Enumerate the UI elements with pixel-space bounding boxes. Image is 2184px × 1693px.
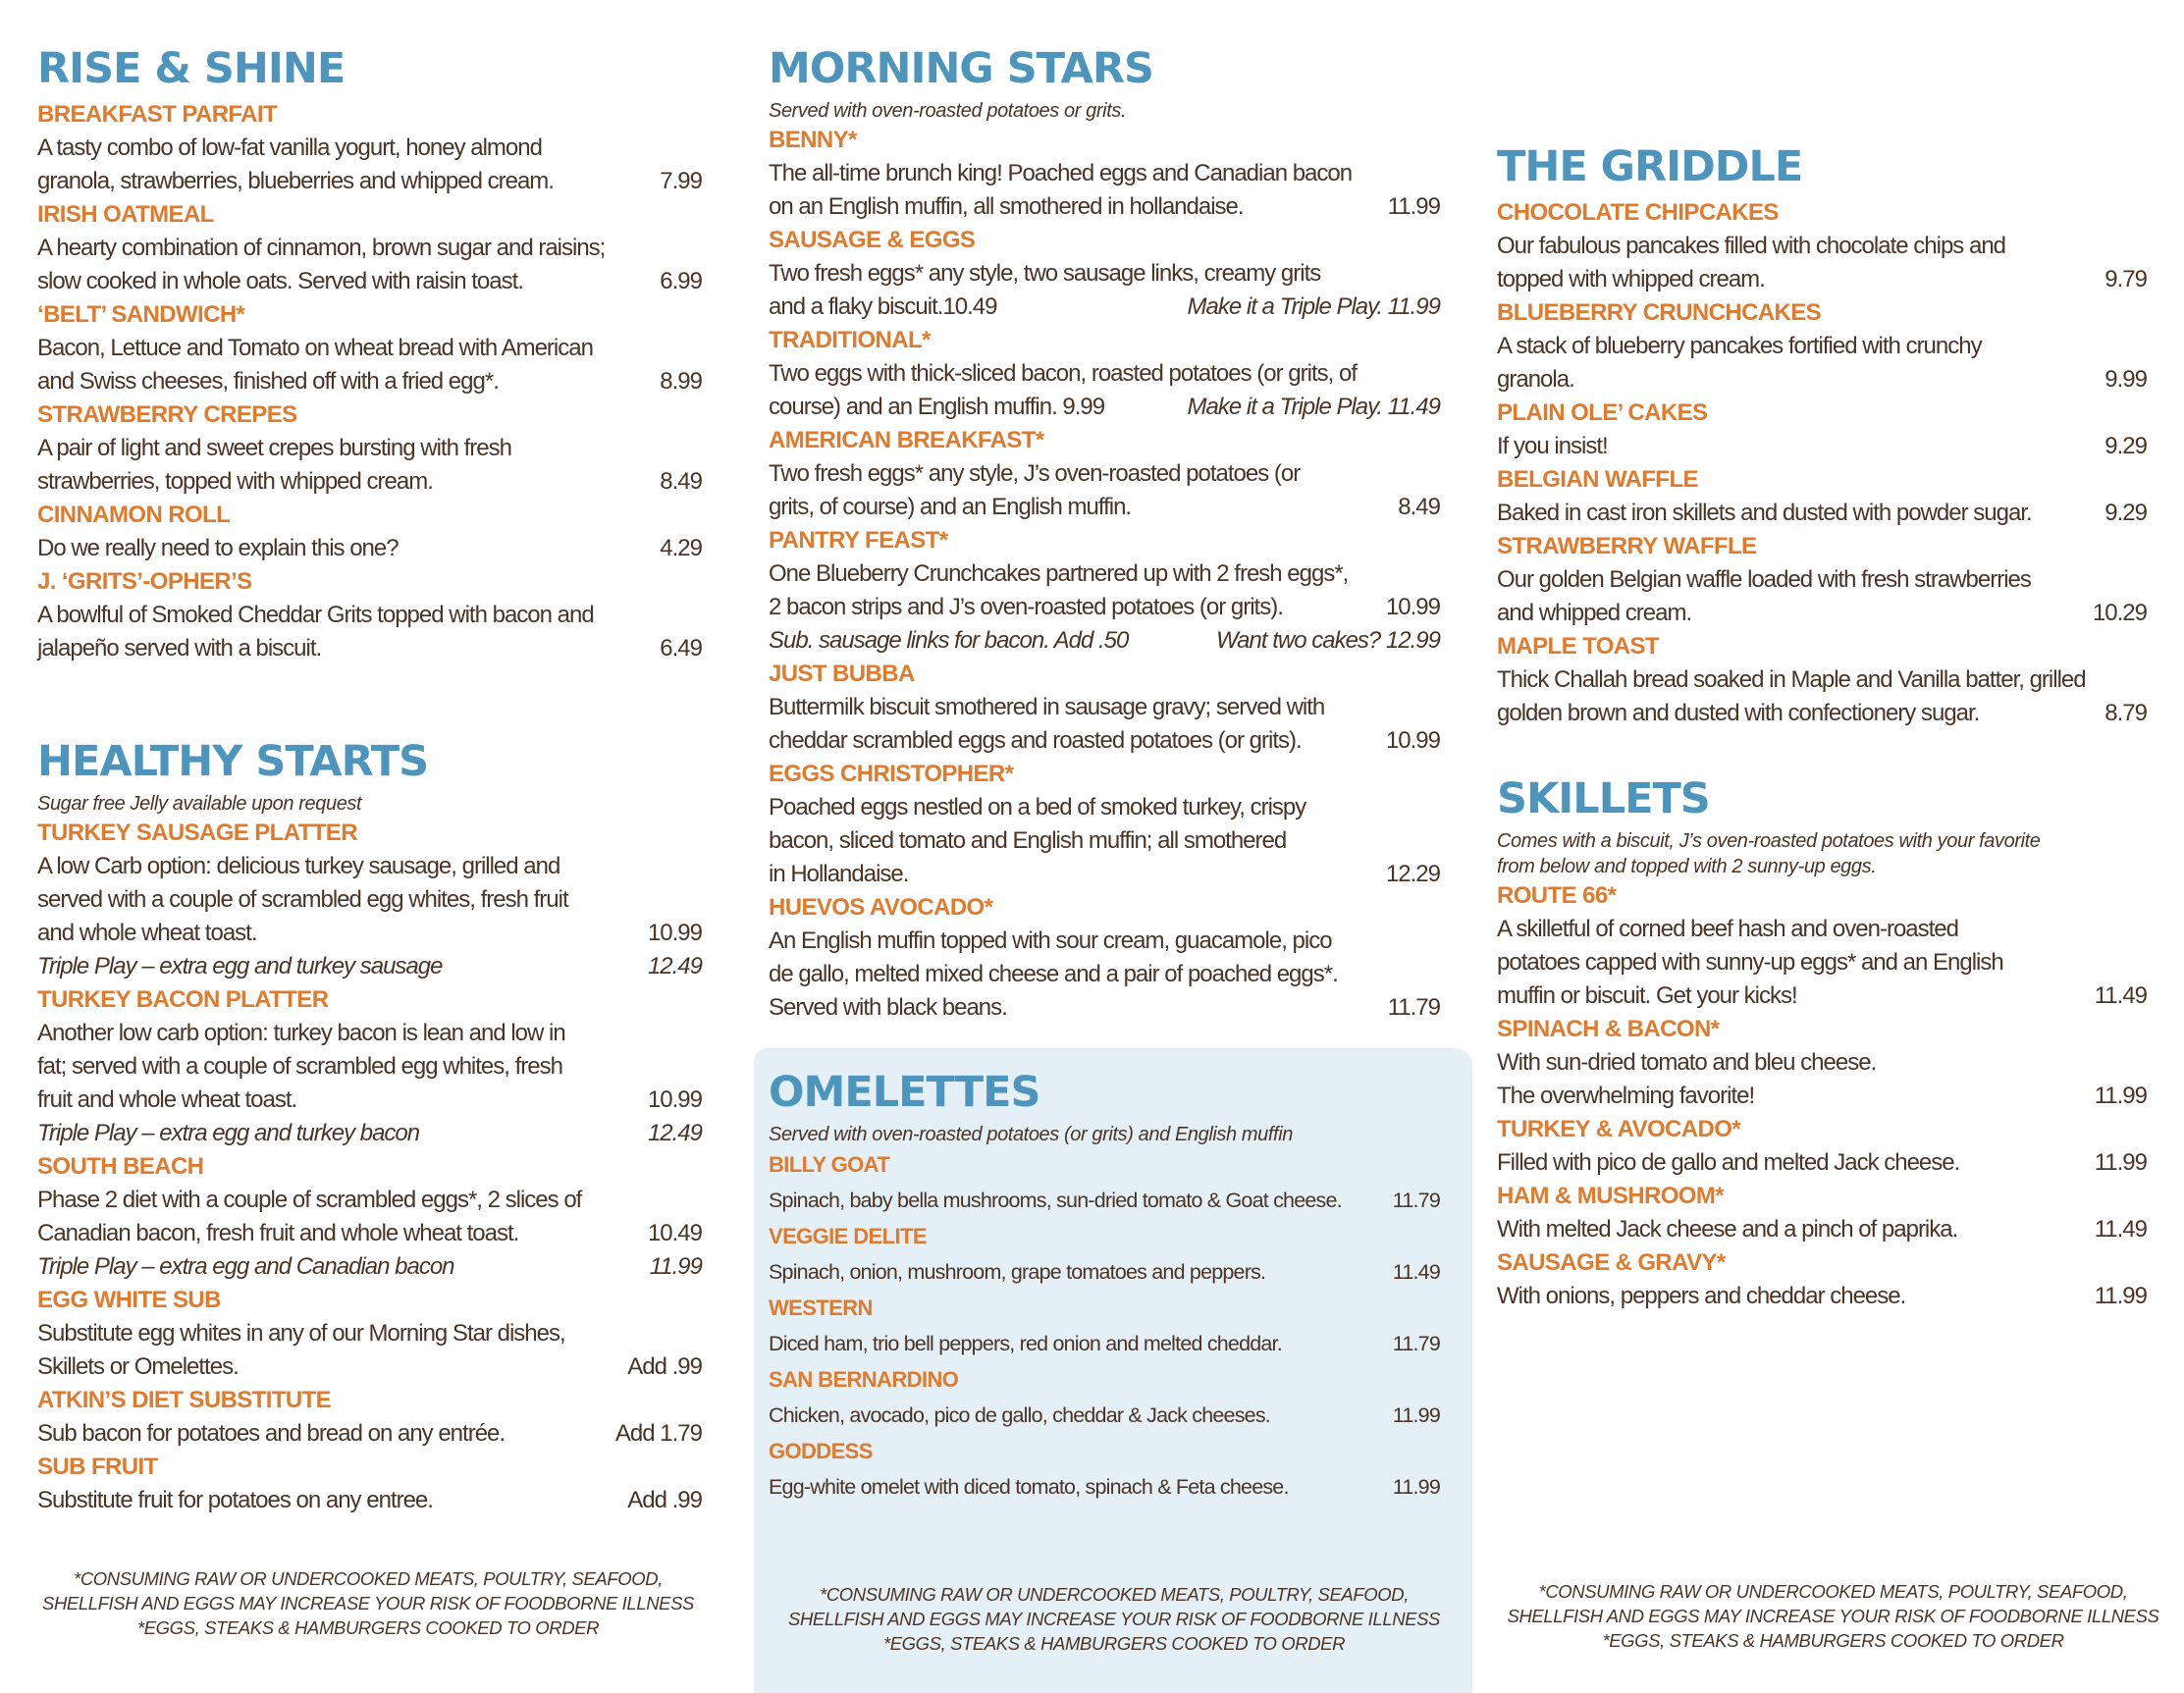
description-text: 2 bacon strips and J’s oven-roasted potatoes (or grits). (769, 594, 1283, 620)
description-text: Thick Challah bread soaked in Maple and Vanilla batter, grilled (1497, 666, 2086, 693)
allergy-footnote (20, 1566, 717, 1640)
menu-item-name: HAM & MUSHROOM* (1497, 1183, 1724, 1209)
description-text: granola, strawberries, blueberries and whipped cream. (37, 168, 554, 194)
footnote-line: *EGGS, STEAKS & HAMBURGERS COOKED TO ORDER (1602, 1630, 2064, 1651)
menu-item-name: J. ‘GRITS’-OPHER’S (37, 568, 252, 595)
description-text: fruit and whole wheat toast. (37, 1086, 297, 1113)
menu-item-description (37, 1417, 702, 1451)
section-title: OMELETTES (769, 1068, 1040, 1117)
menu-item (1497, 296, 2147, 397)
description-text: granola. (1497, 366, 1574, 393)
description-text: Canadian bacon, fresh fruit and whole wheat toast. (37, 1220, 519, 1246)
menu-item-description (1497, 946, 2147, 979)
menu-item-price: Add .99 (627, 1487, 702, 1513)
description-text: strawberries, topped with whipped cream. (37, 468, 433, 495)
description-text: slow cooked in whole oats. Served with raisin toast. (37, 268, 523, 294)
description-text: With onions, peppers and cheddar cheese. (1497, 1283, 1906, 1309)
menu-item (37, 298, 702, 398)
menu-item-name: TURKEY & AVOCADO* (1497, 1116, 1741, 1142)
menu-item-price: 11.99 (1387, 193, 1440, 220)
description-text: Poached eggs nestled on a bed of smoked turkey, crispy (769, 794, 1306, 820)
menu-item-description (37, 1250, 702, 1284)
description-text: Chicken, avocado, pico de gallo, cheddar & Jack cheeses. (769, 1403, 1270, 1427)
menu-item-name: SAN BERNARDINO (769, 1367, 959, 1392)
menu-section-skillets (1497, 769, 2147, 1313)
menu-item-description (37, 132, 702, 165)
menu-item-description (769, 491, 1440, 524)
menu-item-price: 9.29 (2104, 500, 2147, 526)
footnote-line: *CONSUMING RAW OR UNDERCOOKED MEATS, POULTRY, SEAFOOD, (820, 1584, 1409, 1605)
description-text: muffin or biscuit. Get your kicks! (1497, 982, 1797, 1009)
menu-item-description (37, 1184, 702, 1217)
menu-item-description (37, 1317, 702, 1350)
description-text: Skillets or Omelettes. (37, 1353, 239, 1380)
menu-item-price: 11.99 (2094, 1149, 2147, 1176)
description-text: cheddar scrambled eggs and roasted potatoes (or grits). (769, 727, 1302, 754)
menu-item-description (37, 532, 702, 565)
menu-item-description (769, 791, 1440, 824)
section-subtitle: Sugar free Jelly available upon request (37, 793, 362, 815)
menu-item-price: 12.29 (1385, 861, 1440, 887)
menu-item (769, 891, 1440, 1025)
footnote-line: SHELLFISH AND EGGS MAY INCREASE YOUR RISK OF FOODBORNE ILLNESS (42, 1593, 694, 1614)
description-text: Sub. sausage links for bacon. Add .50 (769, 627, 1129, 654)
menu-item-name: BELGIAN WAFFLE (1497, 466, 1698, 493)
menu-item-price: 11.49 (1392, 1260, 1440, 1284)
description-text: A skilletful of corned beef hash and oven-roasted (1497, 916, 1958, 942)
menu-item (769, 1219, 1440, 1291)
menu-item (769, 524, 1440, 658)
section-title: HEALTHY STARTS (37, 737, 429, 786)
menu-item-description (769, 991, 1440, 1025)
description-text: With sun-dried tomato and bleu cheese. (1497, 1049, 1877, 1076)
menu-item-price: Make it a Triple Play. 11.99 (1187, 293, 1440, 320)
menu-item-description (769, 624, 1440, 658)
menu-item-description (1497, 913, 2147, 946)
section-title: MORNING STARS (769, 44, 1154, 93)
menu-item-description (37, 1017, 702, 1050)
menu-item-description (769, 1326, 1440, 1362)
menu-item-description (769, 557, 1440, 591)
menu-item-description (37, 883, 702, 917)
menu-item (1497, 530, 2147, 630)
menu-item (37, 198, 702, 298)
menu-item-description (37, 265, 702, 298)
description-text: Spinach, baby bella mushrooms, sun-dried tomato & Goat cheese. (769, 1189, 1342, 1212)
description-text: Phase 2 diet with a couple of scrambled eggs*, 2 slices of (37, 1187, 582, 1213)
menu-item-description (1497, 1280, 2147, 1313)
menu-item-name: JUST BUBBA (769, 661, 915, 687)
menu-item-name: BREAKFAST PARFAIT (37, 101, 278, 128)
menu-item (37, 817, 702, 983)
menu-item-name: TURKEY BACON PLATTER (37, 986, 329, 1013)
menu-item-description (1497, 363, 2147, 397)
description-text: Another low carb option: turkey bacon is lean and low in (37, 1020, 565, 1046)
menu-section-morning-stars (769, 39, 1440, 1025)
description-text: A pair of light and sweet crepes bursting with fresh (37, 435, 511, 461)
menu-item (769, 1362, 1440, 1434)
menu-item-name: TURKEY SAUSAGE PLATTER (37, 820, 357, 846)
menu-item-name: CINNAMON ROLL (37, 502, 231, 528)
menu-item-description (769, 257, 1440, 291)
menu-item-description (37, 950, 702, 983)
description-text: Bacon, Lettuce and Tomato on wheat bread with American (37, 335, 593, 361)
menu-item-description (769, 1183, 1440, 1219)
description-text: Served with black beans. (769, 994, 1007, 1021)
menu-item-price: Make it a Triple Play. 11.49 (1187, 394, 1440, 420)
menu-item-description (37, 632, 702, 665)
menu-item (37, 983, 702, 1150)
description-text: and whole wheat toast. (37, 920, 257, 946)
menu-item-name: IRISH OATMEAL (37, 201, 214, 228)
menu-item-price: 12.49 (647, 1120, 702, 1146)
menu-item (37, 565, 702, 665)
allergy-footnote (1482, 1579, 2184, 1653)
menu-item-price: 11.99 (649, 1253, 702, 1280)
menu-item-description (37, 1117, 702, 1150)
menu-item-description (37, 850, 702, 883)
menu-item-name: WESTERN (769, 1296, 873, 1320)
footnote-line: *CONSUMING RAW OR UNDERCOOKED MEATS, POULTRY, SEAFOOD, (1538, 1581, 2128, 1602)
menu-item (769, 324, 1440, 424)
menu-item-price: 11.79 (1387, 994, 1440, 1021)
description-text: If you insist! (1497, 433, 1608, 459)
menu-item-name: SPINACH & BACON* (1497, 1016, 1720, 1042)
menu-item-price: 8.79 (2104, 700, 2147, 726)
menu-item (37, 1451, 702, 1517)
menu-item-description (769, 958, 1440, 991)
menu-item-name: SAUSAGE & GRAVY* (1497, 1249, 1726, 1276)
menu-item-description (769, 591, 1440, 624)
description-text: Substitute fruit for potatoes on any entree. (37, 1487, 433, 1513)
menu-item-description (769, 157, 1440, 190)
description-text: Our fabulous pancakes filled with chocolate chips and (1497, 233, 2006, 259)
menu-section-healthy-starts (37, 732, 702, 1517)
description-text: bacon, sliced tomato and English muffin; all smothered (769, 827, 1287, 854)
menu-item-description (769, 1469, 1440, 1506)
description-text: and Swiss cheeses, finished off with a fried egg*. (37, 368, 499, 395)
menu-item-description (1497, 1046, 2147, 1080)
menu-item-price: 8.99 (660, 368, 702, 395)
menu-item-price: 6.49 (660, 635, 702, 661)
description-text: potatoes capped with sunny-up eggs* and an English (1497, 949, 2003, 976)
menu-item-description (1497, 497, 2147, 530)
menu-item-price: 10.99 (1385, 594, 1440, 620)
description-text: topped with whipped cream. (1497, 266, 1765, 292)
menu-item-name: BLUEBERRY CRUNCHCAKES (1497, 299, 1822, 326)
description-text: A bowlful of Smoked Cheddar Grits topped with bacon and (37, 602, 594, 628)
description-text: Sub bacon for potatoes and bread on any entrée. (37, 1420, 506, 1447)
menu-item-description (769, 457, 1440, 491)
footnote-line: SHELLFISH AND EGGS MAY INCREASE YOUR RISK OF FOODBORNE ILLNESS (1507, 1606, 2159, 1626)
description-text: and whipped cream. (1497, 600, 1692, 626)
menu-item-name: ATKIN’S DIET SUBSTITUTE (37, 1387, 332, 1413)
menu-item-description (769, 391, 1440, 424)
description-text: Two fresh eggs* any style, J’s oven-roasted potatoes (or (769, 460, 1301, 487)
description-text: An English muffin topped with sour cream, guacamole, pico (769, 927, 1332, 954)
menu-item-description (769, 858, 1440, 891)
menu-item-name: STRAWBERRY CREPES (37, 401, 297, 428)
menu-item-price: Add .99 (627, 1353, 702, 1380)
menu-item (769, 758, 1440, 891)
menu-item-name: PANTRY FEAST* (769, 527, 948, 554)
menu-item (1497, 1013, 2147, 1113)
menu-item-description (769, 724, 1440, 758)
menu-item-price: 10.49 (647, 1220, 702, 1246)
description-text: fat; served with a couple of scrambled egg whites, fresh (37, 1053, 562, 1080)
description-text: Do we really need to explain this one? (37, 535, 399, 561)
description-text: Triple Play – extra egg and Canadian bacon (37, 1253, 454, 1280)
section-subtitle: from below and topped with 2 sunny-up eggs. (1497, 856, 1877, 877)
menu-item-description (37, 599, 702, 632)
section-title: RISE & SHINE (37, 44, 346, 93)
menu-item (769, 1291, 1440, 1362)
menu-item-name: AMERICAN BREAKFAST* (769, 427, 1044, 453)
menu-item-description (769, 1398, 1440, 1434)
menu-item-price: 9.79 (2104, 266, 2147, 292)
description-text: Filled with pico de gallo and melted Jack cheese. (1497, 1149, 1960, 1176)
menu-item-price: 11.79 (1392, 1332, 1440, 1355)
menu-item-description (1497, 330, 2147, 363)
menu-item-name: BENNY* (769, 127, 857, 153)
description-text: Spinach, onion, mushroom, grape tomatoes and peppers. (769, 1260, 1266, 1284)
description-text: Egg-white omelet with diced tomato, spinach & Feta cheese. (769, 1475, 1289, 1499)
menu-item (1497, 196, 2147, 296)
description-text: With melted Jack cheese and a pinch of paprika. (1497, 1216, 1958, 1243)
menu-item (37, 1284, 702, 1384)
menu-item (769, 424, 1440, 524)
section-subtitle: Served with oven-roasted potatoes or grits. (769, 100, 1127, 122)
menu-item-price: 8.49 (1398, 494, 1440, 520)
menu-item (1497, 1246, 2147, 1313)
description-text: Two eggs with thick-sliced bacon, roasted potatoes (or grits, of (769, 360, 1357, 387)
footnote-line: *EGGS, STEAKS & HAMBURGERS COOKED TO ORDER (136, 1617, 600, 1638)
description-text: Baked in cast iron skillets and dusted with powder sugar. (1497, 500, 2032, 526)
section-subtitle: Comes with a biscuit, J’s oven-roasted potatoes with your favorite (1497, 830, 2041, 852)
description-text: and a flaky biscuit.10.49 (769, 293, 997, 320)
menu-item-description (1497, 1080, 2147, 1113)
description-text: served with a couple of scrambled egg whites, fresh fruit (37, 886, 568, 913)
menu-item-name: GODDESS (769, 1439, 873, 1463)
section-subtitle: Served with oven-roasted potatoes (or grits) and English muffin (769, 1124, 1293, 1145)
menu-item-name: TRADITIONAL* (769, 327, 931, 353)
description-text: A low Carb option: delicious turkey sausage, grilled and (37, 853, 560, 879)
description-text: Two fresh eggs* any style, two sausage links, creamy grits (769, 260, 1321, 287)
menu-item (37, 398, 702, 499)
description-text: grits, of course) and an English muffin. (769, 494, 1132, 520)
menu-item (1497, 1113, 2147, 1180)
description-text: One Blueberry Crunchcakes partnered up with 2 fresh eggs*, (769, 560, 1349, 587)
description-text: Diced ham, trio bell peppers, red onion and melted cheddar. (769, 1332, 1282, 1355)
description-text: A stack of blueberry pancakes fortified with crunchy (1497, 333, 1982, 359)
menu-section-omelettes (769, 1063, 1440, 1506)
description-text: on an English muffin, all smothered in hollandaise. (769, 193, 1244, 220)
menu-item-description (37, 365, 702, 398)
description-text: A hearty combination of cinnamon, brown sugar and raisins; (37, 235, 606, 261)
menu-item-description (37, 432, 702, 465)
menu-item-price: 10.99 (647, 1086, 702, 1113)
menu-item (769, 1434, 1440, 1506)
menu-item-description (769, 824, 1440, 858)
allergy-footnote (756, 1582, 1472, 1656)
menu-item-description (1497, 263, 2147, 296)
menu-item-name: STRAWBERRY WAFFLE (1497, 533, 1757, 559)
menu-item-description (1497, 563, 2147, 597)
menu-item (769, 658, 1440, 758)
menu-item (1497, 397, 2147, 463)
menu-item (769, 224, 1440, 324)
menu-item-description (1497, 597, 2147, 630)
description-text: Buttermilk biscuit smothered in sausage gravy; served with (769, 694, 1325, 720)
menu-item-name: EGGS CHRISTOPHER* (769, 761, 1014, 787)
description-text: The overwhelming favorite! (1497, 1083, 1755, 1109)
menu-item-name: SUB FRUIT (37, 1454, 158, 1480)
menu-item (37, 499, 702, 565)
menu-item-price: 11.49 (2094, 1216, 2147, 1243)
menu-item-price: 11.99 (1392, 1475, 1440, 1499)
menu-item-price: 8.49 (660, 468, 702, 495)
menu-item-price: 12.49 (647, 953, 702, 979)
menu-item-description (37, 1084, 702, 1117)
footnote-line: *CONSUMING RAW OR UNDERCOOKED MEATS, POULTRY, SEAFOOD, (74, 1568, 663, 1589)
description-text: The all-time brunch king! Poached eggs and Canadian bacon (769, 160, 1353, 186)
menu-item-name: PLAIN OLE’ CAKES (1497, 399, 1708, 426)
description-text: Triple Play – extra egg and turkey sausage (37, 953, 443, 979)
menu-item-description (769, 691, 1440, 724)
menu-section-the-griddle (1497, 137, 2147, 730)
menu-item-price: 11.79 (1392, 1189, 1440, 1212)
menu-item (1497, 879, 2147, 1013)
menu-item-price: 10.99 (1385, 727, 1440, 754)
menu-item-description (37, 1217, 702, 1250)
menu-item (769, 124, 1440, 224)
footnote-line: *EGGS, STEAKS & HAMBURGERS COOKED TO ORDER (882, 1633, 1346, 1654)
menu-item-description (37, 917, 702, 950)
menu-item-price: 10.99 (647, 920, 702, 946)
description-text: jalapeño served with a biscuit. (37, 635, 322, 661)
menu-item-description (1497, 663, 2147, 697)
section-title: SKILLETS (1497, 774, 1710, 823)
description-text: Substitute egg whites in any of our Morning Star dishes, (37, 1320, 565, 1347)
menu-item-price: 7.99 (660, 168, 702, 194)
menu-item-price: 10.29 (2092, 600, 2147, 626)
menu-item-description (1497, 979, 2147, 1013)
menu-item (1497, 1180, 2147, 1246)
menu-item-name: SOUTH BEACH (37, 1153, 204, 1180)
section-title: THE GRIDDLE (1497, 142, 1803, 191)
menu-item-price: 11.49 (2094, 982, 2147, 1009)
menu-item-description (769, 357, 1440, 391)
menu-item-name: VEGGIE DELITE (769, 1224, 927, 1248)
menu-item-name: BILLY GOAT (769, 1152, 890, 1177)
menu-item (37, 1384, 702, 1451)
menu-item-description (1497, 697, 2147, 730)
description-text: Triple Play – extra egg and turkey bacon (37, 1120, 420, 1146)
menu-item-name: EGG WHITE SUB (37, 1287, 221, 1313)
menu-item-price: 11.99 (1392, 1403, 1440, 1427)
description-text: course) and an English muffin. 9.99 (769, 394, 1105, 420)
description-text: Our golden Belgian waffle loaded with fresh strawberries (1497, 566, 2031, 593)
menu-item-price: 9.99 (2104, 366, 2147, 393)
menu-item-price: 11.99 (2094, 1283, 2147, 1309)
menu-item (1497, 630, 2147, 730)
menu-item-price: 4.29 (660, 535, 702, 561)
menu-item-description (1497, 230, 2147, 263)
menu-item-description (37, 332, 702, 365)
menu-item-name: ROUTE 66* (1497, 882, 1617, 909)
menu-item-description (769, 925, 1440, 958)
description-text: A tasty combo of low-fat vanilla yogurt, honey almond (37, 134, 542, 161)
menu-item (1497, 463, 2147, 530)
menu-item-description (37, 232, 702, 265)
menu-item-description (1497, 430, 2147, 463)
menu-item-description (37, 165, 702, 198)
menu-item-price: 9.29 (2104, 433, 2147, 459)
menu-item-name: MAPLE TOAST (1497, 633, 1659, 660)
menu-item-description (1497, 1213, 2147, 1246)
menu-item-name: ‘BELT’ SANDWICH* (37, 301, 245, 328)
menu-item-name: HUEVOS AVOCADO* (769, 894, 993, 921)
menu-item-price: Want two cakes? 12.99 (1215, 627, 1440, 654)
menu-item (769, 1147, 1440, 1219)
footnote-line: SHELLFISH AND EGGS MAY INCREASE YOUR RISK OF FOODBORNE ILLNESS (788, 1609, 1440, 1629)
menu-item-price: 6.99 (660, 268, 702, 294)
menu-item-price: Add 1.79 (614, 1420, 702, 1447)
menu-item-description (37, 465, 702, 499)
description-text: in Hollandaise. (769, 861, 909, 887)
menu-item-description (769, 291, 1440, 324)
menu-item-description (769, 190, 1440, 224)
description-text: golden brown and dusted with confectionery sugar. (1497, 700, 1980, 726)
menu-item-price: 11.99 (2094, 1083, 2147, 1109)
menu-item-description (37, 1050, 702, 1084)
menu-item (37, 1150, 702, 1284)
menu-item-name: CHOCOLATE CHIPCAKES (1497, 199, 1779, 226)
menu-item-description (1497, 1146, 2147, 1180)
menu-item-description (37, 1350, 702, 1384)
description-text: de gallo, melted mixed cheese and a pair of poached eggs*. (769, 961, 1338, 987)
menu-section-rise-shine (37, 39, 702, 665)
menu-item (37, 98, 702, 198)
menu-item-name: SAUSAGE & EGGS (769, 227, 976, 253)
menu-item-description (769, 1254, 1440, 1291)
menu-item-description (37, 1484, 702, 1517)
